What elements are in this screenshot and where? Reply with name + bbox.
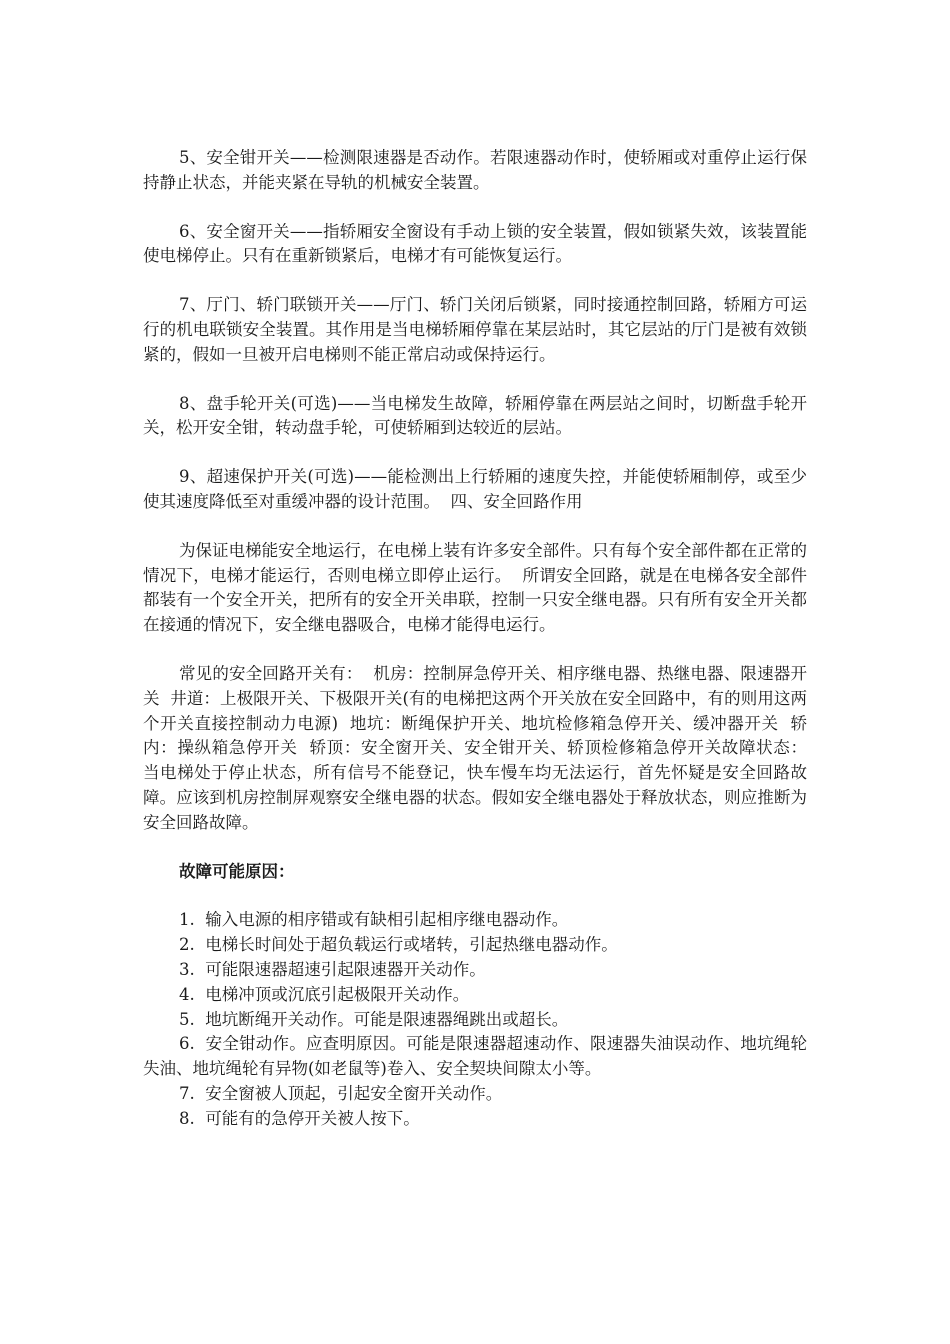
list-item: 2. 电梯长时间处于超负载运行或堵转，引起热继电器动作。 xyxy=(179,935,618,955)
list-item: 7. 安全窗被人顶起，引起安全窗开关动作。 xyxy=(179,1083,503,1103)
list-item: 4. 电梯冲顶或沉底引起极限开关动作。 xyxy=(179,984,470,1004)
list-item: 3. 可能限速器超速引起限速器开关动作。 xyxy=(179,959,486,979)
paragraph-door-interlock-switch: 7、厅门、轿门联锁开关——厅门、轿门关闭后锁紧，同时接通控制回路，轿厢方可运行的机电联锁安全装置。其作用是当电梯轿厢停靠在某层站时，其它层站的厅门是被有效锁紧的，假如一旦被开启电梯则不能正常启动或保持运行。 xyxy=(143,295,807,364)
list-item: 6. 安全钳动作。应查明原因。可能是限速器超速动作、限速器失油误动作、地坑绳轮失油、地坑绳轮有异物(如老鼠等)卷入、安全契块间隙太小等。 xyxy=(143,1034,807,1079)
list-item: 8. 可能有的急停开关被人按下。 xyxy=(179,1108,420,1128)
paragraph-safety-circuit-function: 为保证电梯能安全地运行，在电梯上装有许多安全部件。只有每个安全部件都在正常的情况下，电梯才能运行，否则电梯立即停止运行。 所谓安全回路，就是在电梯各安全部件都装有一个安全开关，把所有的安全开关串联，控制一只安全继电器。只有所有安全开关都在接通的情况下，安全继电器吸合，电梯才能得电运行。 xyxy=(143,540,807,635)
paragraph-safety-window-switch: 6、安全窗开关——指轿厢安全窗设有手动上锁的安全装置，假如锁紧失效，该装置能使电梯停止。只有在重新锁紧后，电梯才有可能恢复运行。 xyxy=(143,221,807,266)
paragraph-safety-gear-switch: 5、安全钳开关——检测限速器是否动作。若限速器动作时，使轿厢或对重停止运行保持静止状态，并能夹紧在导轨的机械安全装置。 xyxy=(143,148,807,192)
paragraph-overspeed-switch: 9、超速保护开关(可选)——能检测出上行轿厢的速度失控，并能使轿厢制停，或至少使其速度降低至对重缓冲器的设计范围。 四、安全回路作用 xyxy=(143,467,807,511)
causes-heading: 故障可能原因： xyxy=(179,861,295,881)
document-body xyxy=(143,146,818,1132)
paragraph-handwheel-switch: 8、盘手轮开关(可选)——当电梯发生故障，轿厢停靠在两层站之间时，切断盘手轮开关，松开安全钳，转动盘手轮，可使轿厢到达较近的层站。 xyxy=(143,393,807,438)
list-item: 5. 地坑断绳开关动作。可能是限速器绳跳出或超长。 xyxy=(179,1009,569,1029)
causes-list xyxy=(143,908,807,1131)
paragraph-common-switches: 常见的安全回路开关有： 机房：控制屏急停开关、相序继电器、热继电器、限速器开关 井道：上极限开关、下极限开关(有的电梯把这两个开关放在安全回路中，有的则用这两个开关直接控制动力电源) 地坑：断绳保护开关、地坑检修箱急停开关、缓冲器开关 轿内：操纵箱急停开关 轿顶：安全窗开关、安全钳开关、轿顶检修箱急停开关故障状态： 当电梯处于停止状态，所有信号不能登记，快车慢车均无法运行，首先怀疑是安全回路故障。应该到机房控制屏观察安全继电器的状态。假如安全继电器处于释放状态，则应推断为安全回路故障。 xyxy=(143,663,818,832)
list-item: 1. 输入电源的相序错或有缺相引起相序继电器动作。 xyxy=(179,910,569,930)
